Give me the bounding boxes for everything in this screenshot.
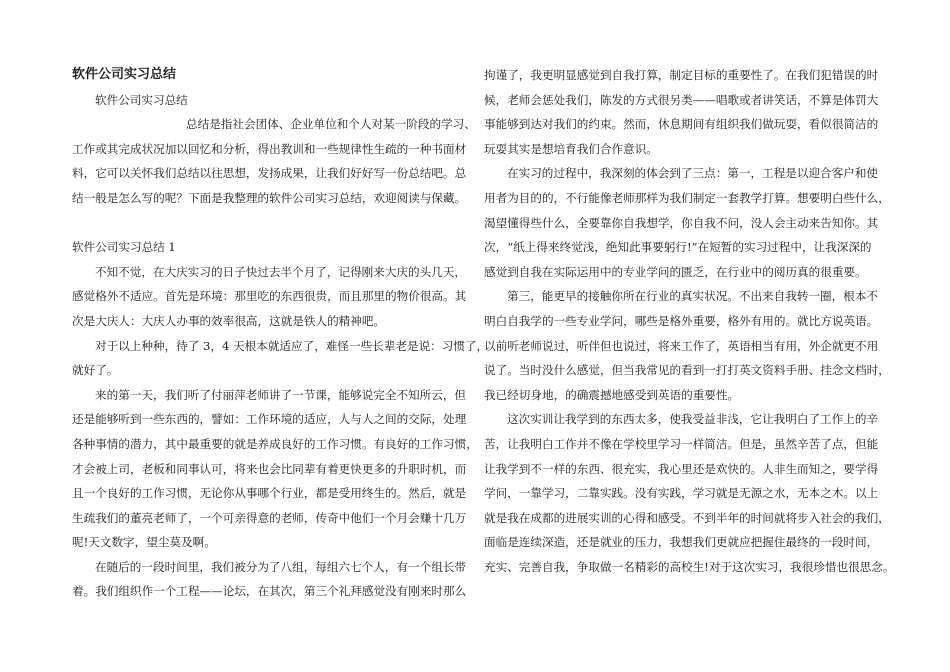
text-line: 就是我在成都的进展实训的心得和感受。不到半年的时间就将步入社会的我们， xyxy=(484,510,890,525)
text-line: 结一般是怎么写的呢？下面是我整理的软件公司实习总结，欢迎阅读与保藏。 xyxy=(72,190,467,205)
text-line: 第三，能更早的接触你所在行业的真实状况。不出来自我转一圈，根本不 xyxy=(507,289,879,304)
text-line: 次是大庆人：大庆人办事的效率很高，这就是铁人的精神吧。 xyxy=(72,313,386,328)
right-column xyxy=(484,63,895,579)
text-line: 我已经切身地，的确震撼地感受到英语的重要性。 xyxy=(484,387,740,402)
text-line: 生疏我们的董亮老师了，一个可亲得意的老师，传奇中他们一个月会赚十几万 xyxy=(72,510,467,525)
text-line: 学问，一靠学习，二靠实践。没有实践，学习就是无源之水，无本之木。以上 xyxy=(484,486,879,501)
document-title: 软件公司实习总结 xyxy=(72,67,177,82)
text-line: 工作或其完成状况加以回忆和分析，得出教训和一些规律性生疏的一种书面材 xyxy=(72,141,467,156)
text-line: 才会被上司，老板和同事认可，将来也会比同辈有着更快更多的升职时机，而 xyxy=(72,461,467,476)
text-line: 渴望懂得些什么，全要靠你自我想学，你自我不问，没人会主动来告知你。其 xyxy=(484,215,879,230)
text-line: 且一个良好的工作习惯，无论你从事哪个行业，都是受用终生的。然后，就是 xyxy=(72,486,467,501)
text-line: 呢!天文数字，望尘莫及啊。 xyxy=(72,535,216,550)
text-line: 苦，让我明白工作并不像在学校里学习一样简洁。但是，虽然辛苦了点，但能 xyxy=(484,436,879,451)
text-line: 候，老师会惩处我们，陈发的方式很另类——唱歌或者讲笑话，不算是体罚大 xyxy=(484,92,879,107)
text-line: 感觉格外不适应。首先是环境：那里吃的东西很贵，而且那里的物价很高。其 xyxy=(72,289,467,304)
text-line: 明白自我学的一些专业学问，哪些是格外重要，格外有用的。就比方说英语。 xyxy=(484,313,879,328)
text-line: 总结是指社会团体、企业单位和个人对某一阶段的学习、 xyxy=(186,117,476,132)
text-line: 不知不觉，在大庆实习的日子快过去半个月了，记得刚来大庆的头几天， xyxy=(95,264,467,279)
text-line: 着。我们组织作一个工程——论坛，在其次，第三个礼拜感觉没有刚来时那么 xyxy=(72,584,467,599)
text-line: 对于以上种种，待了 3，4 天根本就适应了，难怪一些长辈老是说：习惯了， xyxy=(95,338,489,353)
text-line: 各种事情的潜力，其中最重要的就是养成良好的工作习惯。有良好的工作习惯， xyxy=(72,436,478,451)
left-column xyxy=(72,63,489,604)
text-line: 还是能够听到一些东西的，譬如：工作环境的适应，人与人之间的交际，处理 xyxy=(72,412,467,427)
text-line: 玩耍其实是想培育我们合作意识。 xyxy=(484,141,658,156)
text-line: 在随后的一段时间里，我们被分为了八组，每组六七个人，有一个组长带 xyxy=(95,559,467,574)
text-line: 以前听老师说过，听伴但也说过，将来工作了，英语相当有用，外企就更不用 xyxy=(484,338,879,353)
text-line: 充实、完善自我，争取做一名精彩的高校生!对于这次实习，我很珍惜也很思念。 xyxy=(484,559,895,574)
text-line: 在实习的过程中，我深刻的体会到了三点：第一，工程是以迎合客户和使 xyxy=(507,166,879,181)
text-line: 让我学到不一样的东西、很充实，我心里还是欢快的。人非生而知之，要学得 xyxy=(484,461,879,476)
text-line: 软件公司实习总结 1 xyxy=(72,240,176,255)
text-line: 软件公司实习总结 xyxy=(95,92,188,107)
text-line: 面临是连续深造，还是就业的压力，我想我们更就应把握住最终的一段时间， xyxy=(484,535,879,550)
text-line: 这次实训让我学到的东西太多，使我受益非浅，它让我明白了工作上的辛 xyxy=(507,412,879,427)
text-line: 用者为目的的，不行能像老师那样为我们制定一套教学打算。想要明白些什么， xyxy=(484,190,890,205)
text-line: 就好了。 xyxy=(72,363,119,378)
text-line: 次，“纸上得来终觉浅，绝知此事要躬行!”在短暂的实习过程中，让我深深的 xyxy=(484,240,872,255)
text-line: 拘谨了，我更明显感觉到自我打算，制定目标的重要性了。在我们犯错误的时 xyxy=(484,68,879,82)
text-line: 感觉到自我在实际运用中的专业学问的匮乏，在行业中的阅历真的很重要。 xyxy=(484,264,867,279)
text-line: 事能够到达对我们的约束。然而，休息期间有组织我们做玩耍，看似很简洁的 xyxy=(484,117,879,132)
text-line: 料，它可以关怀我们总结以往思想，发扬成果，让我们好好写一份总结吧。总 xyxy=(72,166,467,181)
text-line: 来的第一天，我们听了付丽萍老师讲了一节课，能够说完全不知所云，但 xyxy=(95,387,467,402)
blank-line xyxy=(72,211,472,236)
text-line: 说了。当时没什么感觉，但当我常见的看到一打打英文资料手册、挂念文档时， xyxy=(484,363,890,378)
